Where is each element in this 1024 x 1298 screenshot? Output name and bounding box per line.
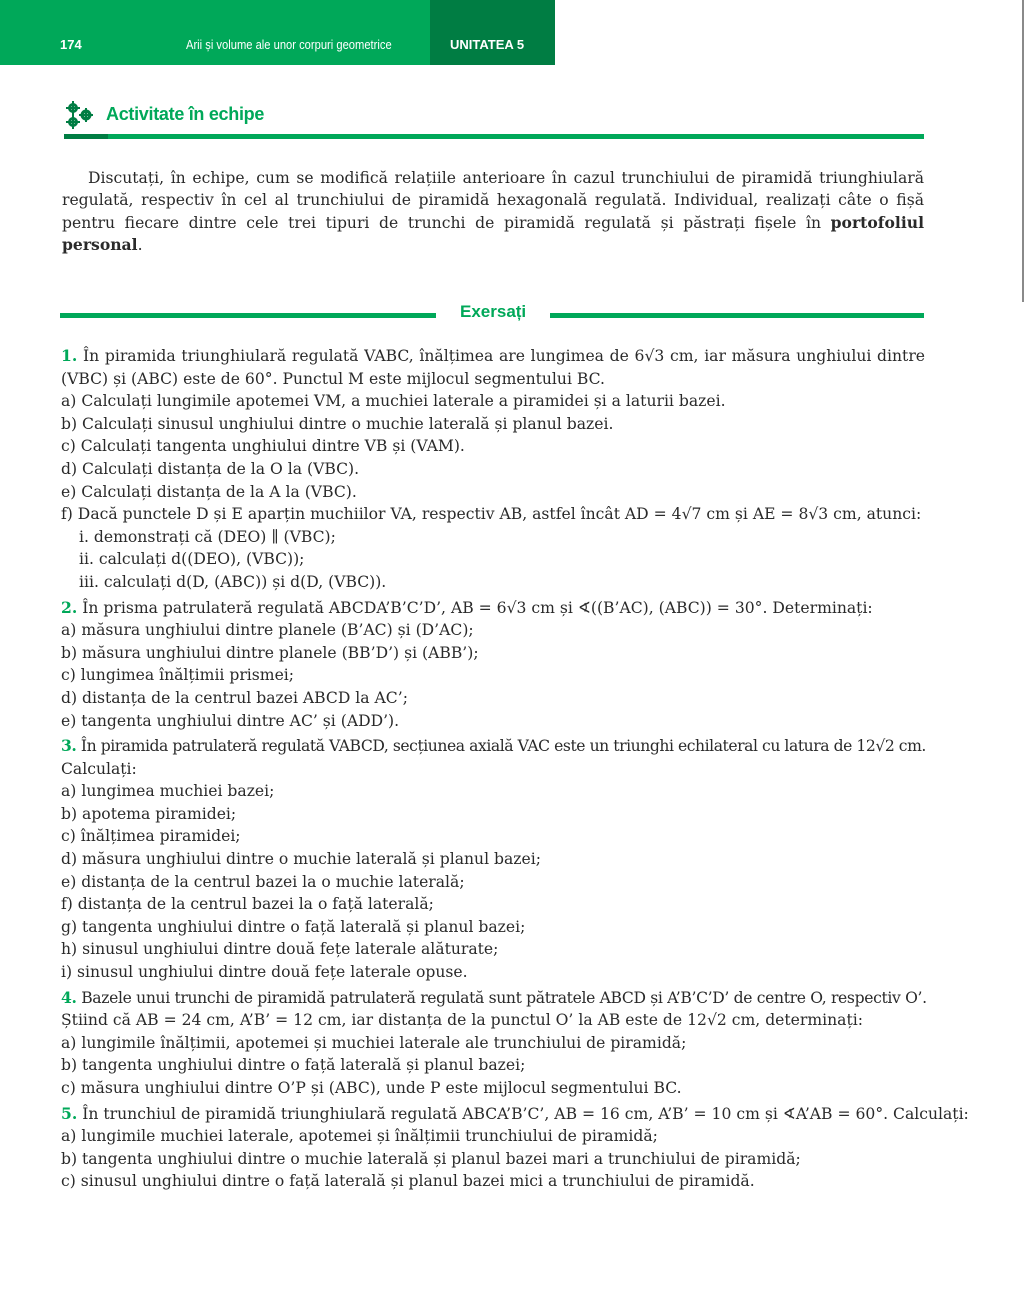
activity-text: Discutați, în echipe, cum se modifică relațiile anterioare în cazul trunchiului de piramidă triunghiulară regulată, respectiv în cel al trunchiului de piramidă hexagonală regulată. Individual, realizați câte o fișă pentru fiecare dintre cele trei tipuri de trunchi de piramidă regulată și păstrați fișele în portofoliul personal. xyxy=(62,168,924,255)
exercise-number: 3. xyxy=(61,736,77,756)
exercise-number: 5. xyxy=(61,1103,78,1123)
exercise-list xyxy=(61,345,969,1196)
exercise-5: 5. În trunchiul de piramidă triunghiulară regulată ABCA’B’C’, AB = 16 cm, A’B’ = 10 cm și ∢A’AB = 60°. Calculați: a) lungimile muchiei laterale, apotemei și înălțimii trunchiului de piramidă; b) tangenta unghiului dintre o muchie laterală și planul bazei mari a trunchiului de piramidă; c) sinusul unghiului dintre o față laterală și planul bazei mici a trunchiului de piramidă. xyxy=(61,1103,969,1191)
unit-tab xyxy=(430,0,555,65)
exercise-number: 4. xyxy=(61,987,77,1007)
gears-icon xyxy=(64,100,96,130)
activity-title: Activitate în echipe xyxy=(106,104,265,124)
exercise-4: 4. Bazele unui trunchi de piramidă patrulateră regulată sunt pătratele ABCD și A’B’C’D’ de centre O, respectiv O’. Știind că AB = 24 cm, A’B’ = 12 cm, iar distanța de la punctul O’ la AB este de 12√2 cm, determinați: a) lungimile înălțimii, apotemei și muchiei laterale ale trunchiului de piramidă; b) tangenta unghiului dintre o față laterală și planul bazei; c) măsura unghiului dintre O’P și (ABC), unde P este mijlocul segmentului BC. xyxy=(61,987,927,1097)
chapter-title: Arii și volume ale unor corpuri geometrice xyxy=(186,37,392,52)
exercise-number: 2. xyxy=(61,597,78,617)
page-header xyxy=(0,0,555,65)
exercise-2: 2. În prisma patrulateră regulată ABCDA’B’C’D’, AB = 6√3 cm și ∢((B’AC), (ABC)) = 30°. Determinați: a) măsura unghiului dintre planele (B’AC) și (D’AC); b) măsura unghiului dintre planele (BB’D’) și (ABB’); c) lungimea înălțimii prismei; d) distanța de la centrul bazei ABCD la AC’; e) tangenta unghiului dintre AC’ și (ADD’). xyxy=(61,597,873,730)
exercises-title: Exersați xyxy=(460,302,527,321)
exercise-number: 1. xyxy=(61,346,78,365)
page-number: 174 xyxy=(60,37,82,52)
portfolio-bold: portofoliul personal xyxy=(62,212,924,255)
activity-rule xyxy=(64,134,924,139)
heading-rule-left xyxy=(60,313,436,318)
exercise-1: 1. În piramida triunghiulară regulată VABC, înălțimea are lungimea de 6√3 cm, iar măsura unghiului dintre (VBC) și (ABC) este de 60°. Punctul M este mijlocul segmentului BC. a) Calculați lungimile apotemei VM, a muchiei laterale a piramidei și a laturii bazei. b) Calculați sinusul unghiului dintre o muchie laterală și planul bazei. c) Calculați tangenta unghiului dintre VB și (VAM). d) Calculați distanța de la O la (VBC). e) Calculați distanța de la A la (VBC). f) Dacă punctele D și E aparțin muchiilor VA, respectiv AB, astfel încât AD = 4√7 cm și AE = 8√3 cm, atunci: i. demonstrați că (DEO) ∥ (VBC); ii. calculați d((DEO), (VBC)); iii. calculați d(D, (ABC)) și d(D, (VBC)). xyxy=(61,346,925,591)
exercise-3: 3. În piramida patrulateră regulată VABCD, secțiunea axială VAC este un triunghi echilateral cu latura de 12√2 cm. Calculați: a) lungimea muchiei bazei; b) apotema piramidei; c) înălțimea piramidei; d) măsura unghiului dintre o muchie laterală și planul bazei; e) distanța de la centrul bazei la o muchie laterală; f) distanța de la centrul bazei la o față laterală; g) tangenta unghiului dintre o față laterală și planul bazei; h) sinusul unghiului dintre două fețe laterale alăturate; i) sinusul unghiului dintre două fețe laterale opuse. xyxy=(61,736,926,982)
exercises-heading xyxy=(60,302,924,324)
heading-rule-right xyxy=(550,313,924,318)
unit-label: UNITATEA 5 xyxy=(450,37,525,52)
